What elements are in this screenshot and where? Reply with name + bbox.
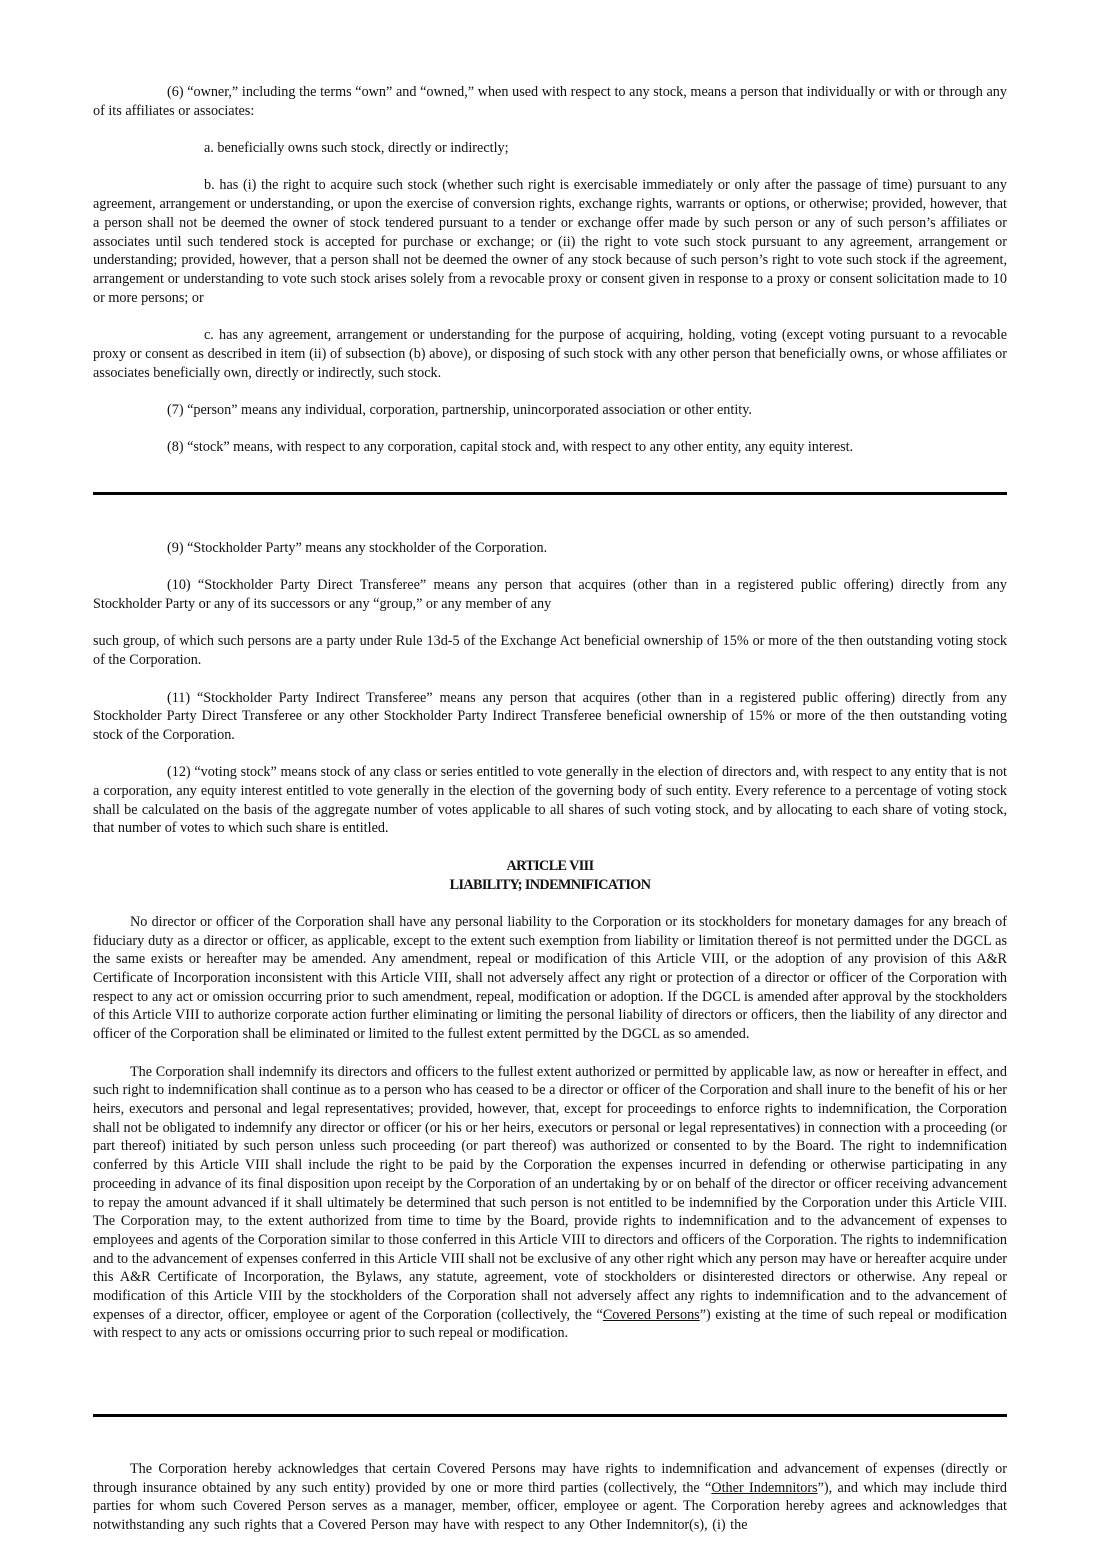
indemnification-text-a: The Corporation shall indemnify its directors and officers to the fullest extent authorized or permitted by applicable law, as now or hereafter in effect, and such right to indemnification shall continue as to a person who has ceased to be a director or officer of the Corporation and shall inure to the benefit of his or her heirs, executors and personal and legal representatives; provided, however, that, except for proceedings to enforce rights to indemnification, the Corporation shall not be obligated to indemnify any director or officer (or his or her heirs, executors or personal or legal representatives) in connection with a proceeding (or part thereof) initiated by such person unless such proceeding (or part thereof) was authorized or consented to by the Board. The right to indemnification conferred by this Article VIII shall include the right to be paid by the Corporation the expenses incurred in defending or otherwise participating in any proceeding in advance of its final disposition upon receipt by the Corporation of an undertaking by or on behalf of the director or officer receiving advancement to repay the amount advanced if it shall ultimately be determined that such person is not entitled to be indemnified by the Corporation under this Article VIII. The Corporation may, to the extent authorized from time to time by the Board, provide rights to indemnification and to the advancement of expenses to employees and agents of the Corporation similar to those conferred in this Article VIII to directors and officers of the Corporation. The rights to indemnification and to the advancement of expenses conferred in this Article VIII shall not be exclusive of any other right which any person may have or hereafter acquire under this A&R Certificate of Incorporation, the Bylaws, any statute, agreement, vote of stockholders or disinterested directors or otherwise. Any repeal or modification of this Article VIII by the stockholders of the Corporation shall not adversely affect any rights to indemnification and to the advancement of expenses of a director, officer, employee or agent of the Corporation (collectively, the “ [93,1063,1007,1323]
covered-persons-term: Covered Persons [602,1306,700,1323]
definition-direct-transferee: (10) “Stockholder Party Direct Transferee” means any person that acquires (other than in a registered public offering) directly from any Stockholder Party or any of its successors or any “group,” or any member of any [93,577,1007,613]
definition-voting-stock: (12) “voting stock” means stock of any class or series entitled to vote generally in the election of directors and, with respect to any entity that is not a corporation, any equity interest entitled to vote generally in the election of the governing body of such entity. Every reference to a percentage of voting stock shall be calculated on the basis of the aggregate number of votes applicable to all shares of such voting stock, and by allocating to each share of voting stock, that number of votes to which such share is entitled. [93,764,1007,837]
other-indemnitors-text-a: The Corporation hereby acknowledges that certain Covered Persons may have rights to indemnification and advancement of expenses (directly or through insurance obtained by any such entity) provided by one or more third parties (collectively, the “ [93,1461,1007,1496]
definition-stock: (8) “stock” means, with respect to any corporation, capital stock and, with respect to any other entity, any equity interest. [167,439,854,456]
liability-paragraph: No director or officer of the Corporation shall have any personal liability to the Corporation or its stockholders for monetary damages for any breach of fiduciary duty as a director or officer, as applicable, except to the extent such exemption from liability or limitation thereof is not permitted under the DGCL as the same exists or hereafter may be amended. Any amendment, repeal or modification of this Article VIII, or the adoption of any provision of this A&R Certificate of Incorporation inconsistent with this Article VIII, shall not adversely affect any right or protection of a director or officer of the Corporation with respect to any act or omission occurring prior to such amendment, repeal, modification or adoption. If the DGCL is amended after approval by the stockholders of this Article VIII to authorize corporate action further eliminating or limiting the personal liability of directors or officers, then the liability of any director and officer of the Corporation shall be eliminated or limited to the fullest extent permitted by the DGCL as so amended. [93,913,1007,1043]
other-indemnitors-paragraph [93,1460,1007,1535]
indemnification-paragraph [93,1063,1007,1344]
definition-owner-a: a. beneficially owns such stock, directly or indirectly; [204,140,509,157]
other-indemnitors-text-b: ”), and which may include third parties for whom such Covered Person serves as a manager, member, officer, employee or agent. The Corporation hereby agrees and acknowledges that notwithstanding any such rights that a Covered Person may have with respect to any Other Indemnitor(s), (i) the [93,1479,1007,1534]
article-title: ARTICLE VIII [506,857,594,874]
article-subtitle: LIABILITY; INDEMNIFICATION [449,876,651,893]
section-definitions-top [93,83,1007,457]
definition-owner-b: b. has (i) the right to acquire such stock (whether such right is exercisable immediately or only after the passage of time) pursuant to any agreement, arrangement or understanding, or upon the exercise of conversion rights, exchange rights, warrants or options, or otherwise; provided, however, that a person shall not be deemed the owner of stock tendered pursuant to a tender or exchange offer made by such person or any of such person’s affiliates or associates until such tendered stock is accepted for purchase or exchange; or (ii) the right to vote such stock pursuant to any agreement, arrangement or understanding; provided, however, that a person shall not be deemed the owner of any stock because of such person’s right to vote such stock if the agreement, arrangement or understanding to vote such stock arises solely from a revocable proxy or consent given in response to a proxy or consent solicitation made to 10 or more persons; or [93,177,1007,306]
definition-owner: (6) “owner,” including the terms “own” and “owned,” when used with respect to any stock, means a person that individually or with or through any of its affiliates or associates: [93,84,1007,119]
definition-person: (7) “person” means any individual, corporation, partnership, unincorporated association or other entity. [167,401,752,418]
definition-owner-c: c. has any agreement, arrangement or understanding for the purpose of acquiring, holding, voting (except voting pursuant to a revocable proxy or consent as described in item (ii) of subsection (b) above), or disposing of such stock with any other person that beneficially owns, or whose affiliates or associates beneficially own, directly or indirectly, such stock. [93,327,1007,381]
section-definitions-continued [93,539,1007,1343]
page-break-rule [93,492,1007,495]
indemnification-text-b: ”) existing at the time of such repeal or modification with respect to any acts or omissions occurring prior to such repeal or modification. [93,1306,1007,1342]
page-break-rule-2 [93,1414,1007,1417]
definition-direct-transferee-continued: such group, of which such persons are a party under Rule 13d-5 of the Exchange Act beneficial ownership of 15% or more of the then outstanding voting stock of the Corporation. [93,633,1007,669]
definition-indirect-transferee: (11) “Stockholder Party Indirect Transferee” means any person that acquires (other than in a registered public offering) directly from any Stockholder Party Direct Transferee or any other Stockholder Party Indirect Transferee beneficial ownership of 15% or more of the then outstanding voting stock of the Corporation. [93,689,1007,743]
other-indemnitors-term: Other Indemnitors [711,1479,818,1496]
section-other-indemnitors [93,1460,1007,1535]
definition-stockholder-party: (9) “Stockholder Party” means any stockholder of the Corporation. [167,540,548,556]
